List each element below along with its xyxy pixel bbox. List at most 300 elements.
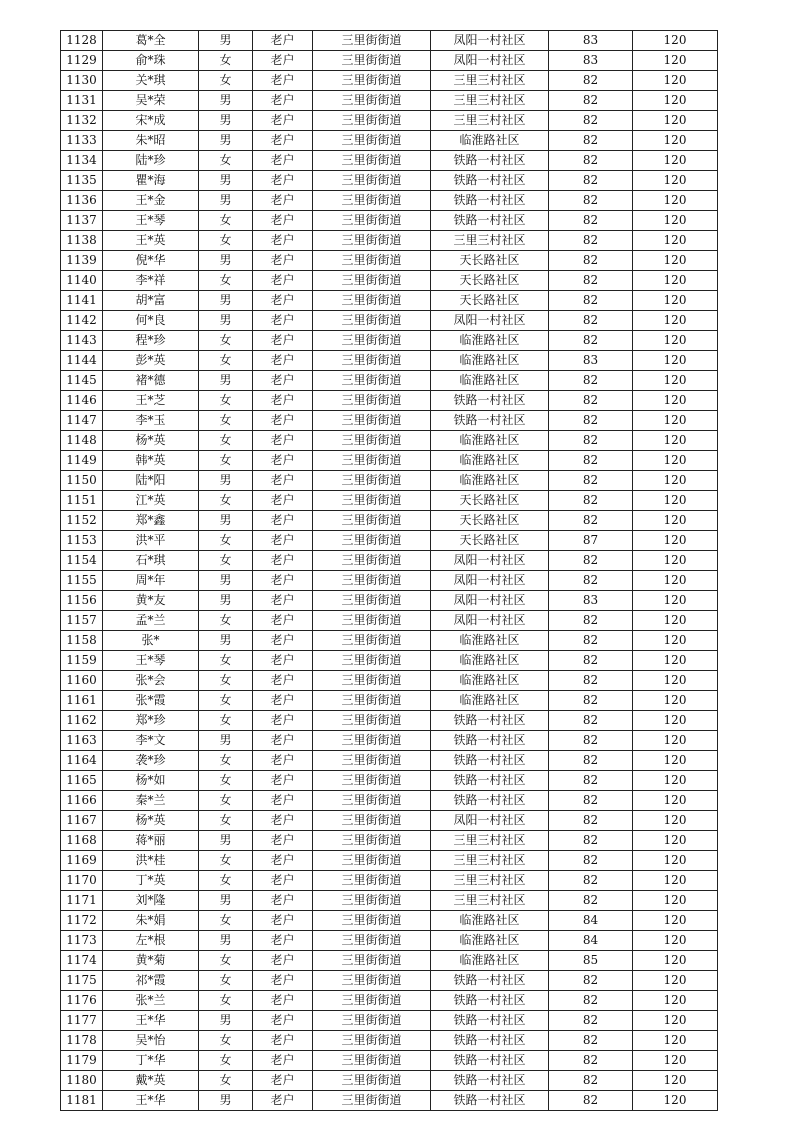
cell-street: 三里街街道	[313, 531, 431, 551]
cell-name: 郑*鑫	[103, 511, 199, 531]
cell-community: 铁路一村社区	[431, 1091, 549, 1111]
cell-amount: 120	[633, 1051, 718, 1071]
cell-gender: 女	[199, 971, 253, 991]
cell-number: 1132	[61, 111, 103, 131]
cell-name: 宋*成	[103, 111, 199, 131]
cell-gender: 女	[199, 611, 253, 631]
cell-amount: 120	[633, 371, 718, 391]
cell-age: 82	[549, 291, 633, 311]
cell-street: 三里街街道	[313, 571, 431, 591]
cell-community: 临淮路社区	[431, 371, 549, 391]
cell-number: 1140	[61, 271, 103, 291]
cell-street: 三里街街道	[313, 611, 431, 631]
cell-street: 三里街街道	[313, 211, 431, 231]
table-row	[61, 1031, 718, 1051]
cell-gender: 女	[199, 871, 253, 891]
cell-amount: 120	[633, 611, 718, 631]
cell-household-type: 老户	[253, 511, 313, 531]
cell-gender: 男	[199, 731, 253, 751]
cell-street: 三里街街道	[313, 1051, 431, 1071]
cell-street: 三里街街道	[313, 591, 431, 611]
cell-amount: 120	[633, 1011, 718, 1031]
cell-community: 铁路一村社区	[431, 391, 549, 411]
cell-community: 铁路一村社区	[431, 1031, 549, 1051]
cell-amount: 120	[633, 1071, 718, 1091]
cell-name: 王*金	[103, 191, 199, 211]
cell-name: 胡*富	[103, 291, 199, 311]
cell-amount: 120	[633, 91, 718, 111]
cell-age: 83	[549, 351, 633, 371]
cell-age: 82	[549, 851, 633, 871]
cell-number: 1146	[61, 391, 103, 411]
cell-street: 三里街街道	[313, 311, 431, 331]
cell-number: 1149	[61, 451, 103, 471]
cell-gender: 女	[199, 771, 253, 791]
cell-community: 临淮路社区	[431, 651, 549, 671]
cell-gender: 女	[199, 911, 253, 931]
cell-age: 85	[549, 951, 633, 971]
cell-household-type: 老户	[253, 451, 313, 471]
cell-community: 三里三村社区	[431, 91, 549, 111]
table-row	[61, 871, 718, 891]
cell-household-type: 老户	[253, 531, 313, 551]
table-row	[61, 1071, 718, 1091]
cell-number: 1157	[61, 611, 103, 631]
cell-household-type: 老户	[253, 951, 313, 971]
cell-household-type: 老户	[253, 591, 313, 611]
cell-number: 1148	[61, 431, 103, 451]
cell-amount: 120	[633, 571, 718, 591]
cell-number: 1164	[61, 751, 103, 771]
cell-gender: 男	[199, 1091, 253, 1111]
cell-street: 三里街街道	[313, 371, 431, 391]
cell-number: 1155	[61, 571, 103, 591]
cell-age: 82	[549, 311, 633, 331]
cell-household-type: 老户	[253, 111, 313, 131]
cell-street: 三里街街道	[313, 291, 431, 311]
cell-name: 张*兰	[103, 991, 199, 1011]
cell-gender: 男	[199, 311, 253, 331]
table-row	[61, 271, 718, 291]
cell-street: 三里街街道	[313, 71, 431, 91]
cell-amount: 120	[633, 951, 718, 971]
cell-amount: 120	[633, 451, 718, 471]
cell-gender: 男	[199, 291, 253, 311]
cell-household-type: 老户	[253, 631, 313, 651]
table-row	[61, 131, 718, 151]
cell-age: 82	[549, 751, 633, 771]
cell-street: 三里街街道	[313, 851, 431, 871]
cell-street: 三里街街道	[313, 631, 431, 651]
table-row	[61, 31, 718, 51]
cell-street: 三里街街道	[313, 151, 431, 171]
cell-gender: 男	[199, 251, 253, 271]
cell-age: 84	[549, 931, 633, 951]
cell-gender: 男	[199, 91, 253, 111]
table-row	[61, 631, 718, 651]
cell-community: 临淮路社区	[431, 911, 549, 931]
cell-name: 王*英	[103, 231, 199, 251]
table-row	[61, 311, 718, 331]
cell-gender: 男	[199, 1011, 253, 1031]
cell-amount: 120	[633, 791, 718, 811]
cell-amount: 120	[633, 871, 718, 891]
cell-household-type: 老户	[253, 771, 313, 791]
cell-name: 秦*兰	[103, 791, 199, 811]
cell-number: 1133	[61, 131, 103, 151]
cell-street: 三里街街道	[313, 991, 431, 1011]
table-row	[61, 931, 718, 951]
cell-age: 82	[549, 131, 633, 151]
cell-name: 李*玉	[103, 411, 199, 431]
cell-number: 1137	[61, 211, 103, 231]
cell-street: 三里街街道	[313, 331, 431, 351]
cell-community: 铁路一村社区	[431, 991, 549, 1011]
table-row	[61, 951, 718, 971]
cell-age: 84	[549, 911, 633, 931]
cell-amount: 120	[633, 271, 718, 291]
cell-name: 何*良	[103, 311, 199, 331]
cell-gender: 女	[199, 651, 253, 671]
table-row	[61, 651, 718, 671]
cell-community: 三里三村社区	[431, 111, 549, 131]
cell-name: 左*根	[103, 931, 199, 951]
cell-amount: 120	[633, 211, 718, 231]
cell-number: 1167	[61, 811, 103, 831]
cell-street: 三里街街道	[313, 551, 431, 571]
cell-age: 82	[549, 271, 633, 291]
cell-name: 刘*隆	[103, 891, 199, 911]
cell-community: 三里三村社区	[431, 71, 549, 91]
table-row	[61, 511, 718, 531]
cell-age: 82	[549, 451, 633, 471]
cell-amount: 120	[633, 331, 718, 351]
cell-age: 82	[549, 891, 633, 911]
cell-household-type: 老户	[253, 1051, 313, 1071]
cell-name: 黄*友	[103, 591, 199, 611]
cell-street: 三里街街道	[313, 171, 431, 191]
cell-gender: 女	[199, 431, 253, 451]
cell-street: 三里街街道	[313, 451, 431, 471]
cell-household-type: 老户	[253, 291, 313, 311]
cell-name: 洪*平	[103, 531, 199, 551]
cell-amount: 120	[633, 411, 718, 431]
cell-amount: 120	[633, 491, 718, 511]
table-row	[61, 911, 718, 931]
cell-gender: 女	[199, 691, 253, 711]
cell-community: 临淮路社区	[431, 431, 549, 451]
cell-name: 黄*菊	[103, 951, 199, 971]
cell-street: 三里街街道	[313, 891, 431, 911]
cell-age: 87	[549, 531, 633, 551]
table-row	[61, 1091, 718, 1111]
cell-street: 三里街街道	[313, 51, 431, 71]
cell-amount: 120	[633, 71, 718, 91]
cell-number: 1168	[61, 831, 103, 851]
cell-community: 临淮路社区	[431, 451, 549, 471]
cell-name: 瞿*海	[103, 171, 199, 191]
table-row	[61, 791, 718, 811]
cell-age: 82	[549, 391, 633, 411]
cell-name: 程*珍	[103, 331, 199, 351]
cell-name: 彭*英	[103, 351, 199, 371]
cell-number: 1178	[61, 1031, 103, 1051]
cell-household-type: 老户	[253, 191, 313, 211]
cell-household-type: 老户	[253, 1091, 313, 1111]
cell-age: 82	[549, 491, 633, 511]
cell-name: 王*琴	[103, 211, 199, 231]
cell-gender: 女	[199, 671, 253, 691]
cell-age: 82	[549, 511, 633, 531]
cell-amount: 120	[633, 551, 718, 571]
cell-street: 三里街街道	[313, 511, 431, 531]
cell-number: 1171	[61, 891, 103, 911]
cell-street: 三里街街道	[313, 411, 431, 431]
cell-amount: 120	[633, 351, 718, 371]
cell-number: 1174	[61, 951, 103, 971]
cell-age: 82	[549, 71, 633, 91]
cell-amount: 120	[633, 471, 718, 491]
cell-number: 1156	[61, 591, 103, 611]
cell-household-type: 老户	[253, 171, 313, 191]
cell-gender: 女	[199, 331, 253, 351]
cell-amount: 120	[633, 111, 718, 131]
cell-number: 1181	[61, 1091, 103, 1111]
table-row	[61, 831, 718, 851]
cell-gender: 男	[199, 931, 253, 951]
cell-gender: 男	[199, 371, 253, 391]
cell-amount: 120	[633, 891, 718, 911]
roster-body	[61, 31, 718, 1111]
cell-age: 82	[549, 371, 633, 391]
cell-age: 82	[549, 231, 633, 251]
cell-age: 82	[549, 191, 633, 211]
table-row	[61, 691, 718, 711]
cell-household-type: 老户	[253, 351, 313, 371]
table-row	[61, 371, 718, 391]
cell-street: 三里街街道	[313, 671, 431, 691]
cell-number: 1129	[61, 51, 103, 71]
cell-gender: 男	[199, 891, 253, 911]
cell-amount: 120	[633, 391, 718, 411]
cell-gender: 女	[199, 51, 253, 71]
cell-amount: 120	[633, 771, 718, 791]
cell-gender: 女	[199, 751, 253, 771]
cell-name: 杨*英	[103, 431, 199, 451]
cell-amount: 120	[633, 651, 718, 671]
cell-age: 83	[549, 31, 633, 51]
cell-number: 1131	[61, 91, 103, 111]
cell-household-type: 老户	[253, 131, 313, 151]
cell-street: 三里街街道	[313, 111, 431, 131]
cell-street: 三里街街道	[313, 271, 431, 291]
cell-name: 倪*华	[103, 251, 199, 271]
cell-name: 袭*珍	[103, 751, 199, 771]
cell-gender: 女	[199, 951, 253, 971]
cell-age: 82	[549, 551, 633, 571]
cell-household-type: 老户	[253, 871, 313, 891]
cell-amount: 120	[633, 1091, 718, 1111]
cell-gender: 女	[199, 1031, 253, 1051]
cell-number: 1166	[61, 791, 103, 811]
cell-name: 褚*德	[103, 371, 199, 391]
cell-community: 天长路社区	[431, 511, 549, 531]
cell-gender: 女	[199, 411, 253, 431]
cell-street: 三里街街道	[313, 791, 431, 811]
cell-street: 三里街街道	[313, 711, 431, 731]
cell-age: 82	[549, 331, 633, 351]
cell-gender: 女	[199, 1051, 253, 1071]
cell-household-type: 老户	[253, 31, 313, 51]
cell-household-type: 老户	[253, 911, 313, 931]
table-row	[61, 1011, 718, 1031]
cell-household-type: 老户	[253, 331, 313, 351]
cell-household-type: 老户	[253, 731, 313, 751]
table-row	[61, 71, 718, 91]
table-row	[61, 1051, 718, 1071]
cell-gender: 男	[199, 191, 253, 211]
cell-gender: 男	[199, 631, 253, 651]
cell-name: 杨*如	[103, 771, 199, 791]
table-row	[61, 411, 718, 431]
cell-street: 三里街街道	[313, 491, 431, 511]
cell-gender: 男	[199, 471, 253, 491]
cell-gender: 男	[199, 831, 253, 851]
cell-gender: 女	[199, 71, 253, 91]
table-row	[61, 51, 718, 71]
cell-amount: 120	[633, 751, 718, 771]
cell-name: 吴*荣	[103, 91, 199, 111]
cell-amount: 120	[633, 251, 718, 271]
cell-community: 三里三村社区	[431, 851, 549, 871]
cell-age: 83	[549, 591, 633, 611]
cell-household-type: 老户	[253, 411, 313, 431]
cell-gender: 女	[199, 391, 253, 411]
cell-household-type: 老户	[253, 791, 313, 811]
cell-street: 三里街街道	[313, 1031, 431, 1051]
cell-street: 三里街街道	[313, 1011, 431, 1031]
cell-amount: 120	[633, 531, 718, 551]
cell-age: 82	[549, 651, 633, 671]
cell-community: 铁路一村社区	[431, 411, 549, 431]
cell-household-type: 老户	[253, 471, 313, 491]
cell-street: 三里街街道	[313, 191, 431, 211]
cell-gender: 女	[199, 791, 253, 811]
table-row	[61, 331, 718, 351]
cell-number: 1163	[61, 731, 103, 751]
table-row	[61, 91, 718, 111]
table-row	[61, 491, 718, 511]
table-row	[61, 771, 718, 791]
cell-community: 铁路一村社区	[431, 751, 549, 771]
cell-street: 三里街街道	[313, 251, 431, 271]
cell-number: 1179	[61, 1051, 103, 1071]
cell-number: 1176	[61, 991, 103, 1011]
cell-household-type: 老户	[253, 431, 313, 451]
cell-amount: 120	[633, 431, 718, 451]
cell-community: 天长路社区	[431, 491, 549, 511]
cell-community: 铁路一村社区	[431, 711, 549, 731]
cell-household-type: 老户	[253, 751, 313, 771]
cell-household-type: 老户	[253, 811, 313, 831]
cell-household-type: 老户	[253, 1071, 313, 1091]
cell-gender: 男	[199, 591, 253, 611]
cell-household-type: 老户	[253, 311, 313, 331]
cell-age: 82	[549, 731, 633, 751]
cell-gender: 女	[199, 851, 253, 871]
cell-community: 铁路一村社区	[431, 171, 549, 191]
cell-street: 三里街街道	[313, 651, 431, 671]
cell-number: 1151	[61, 491, 103, 511]
table-row	[61, 211, 718, 231]
cell-street: 三里街街道	[313, 91, 431, 111]
cell-community: 凤阳一村社区	[431, 551, 549, 571]
cell-community: 凤阳一村社区	[431, 571, 549, 591]
cell-street: 三里街街道	[313, 771, 431, 791]
cell-amount: 120	[633, 911, 718, 931]
cell-name: 陆*珍	[103, 151, 199, 171]
cell-gender: 男	[199, 131, 253, 151]
cell-name: 江*英	[103, 491, 199, 511]
cell-number: 1134	[61, 151, 103, 171]
cell-household-type: 老户	[253, 611, 313, 631]
cell-household-type: 老户	[253, 71, 313, 91]
cell-community: 铁路一村社区	[431, 151, 549, 171]
cell-gender: 女	[199, 991, 253, 1011]
cell-household-type: 老户	[253, 1031, 313, 1051]
cell-community: 临淮路社区	[431, 671, 549, 691]
cell-community: 天长路社区	[431, 251, 549, 271]
cell-street: 三里街街道	[313, 471, 431, 491]
cell-name: 张*霞	[103, 691, 199, 711]
cell-household-type: 老户	[253, 271, 313, 291]
cell-age: 82	[549, 171, 633, 191]
cell-community: 凤阳一村社区	[431, 51, 549, 71]
table-row	[61, 251, 718, 271]
cell-age: 82	[549, 411, 633, 431]
cell-amount: 120	[633, 311, 718, 331]
cell-community: 临淮路社区	[431, 131, 549, 151]
cell-number: 1130	[61, 71, 103, 91]
cell-gender: 女	[199, 151, 253, 171]
cell-amount: 120	[633, 671, 718, 691]
cell-community: 凤阳一村社区	[431, 311, 549, 331]
cell-number: 1143	[61, 331, 103, 351]
cell-amount: 120	[633, 171, 718, 191]
cell-household-type: 老户	[253, 151, 313, 171]
cell-community: 三里三村社区	[431, 891, 549, 911]
table-row	[61, 431, 718, 451]
cell-name: 丁*华	[103, 1051, 199, 1071]
cell-age: 82	[549, 691, 633, 711]
cell-age: 82	[549, 1091, 633, 1111]
cell-household-type: 老户	[253, 571, 313, 591]
cell-street: 三里街街道	[313, 831, 431, 851]
cell-number: 1141	[61, 291, 103, 311]
cell-street: 三里街街道	[313, 131, 431, 151]
table-row	[61, 891, 718, 911]
cell-age: 82	[549, 831, 633, 851]
table-row	[61, 151, 718, 171]
cell-street: 三里街街道	[313, 971, 431, 991]
cell-gender: 女	[199, 451, 253, 471]
table-row	[61, 471, 718, 491]
table-row	[61, 591, 718, 611]
cell-amount: 120	[633, 1031, 718, 1051]
cell-number: 1172	[61, 911, 103, 931]
cell-number: 1139	[61, 251, 103, 271]
cell-household-type: 老户	[253, 891, 313, 911]
